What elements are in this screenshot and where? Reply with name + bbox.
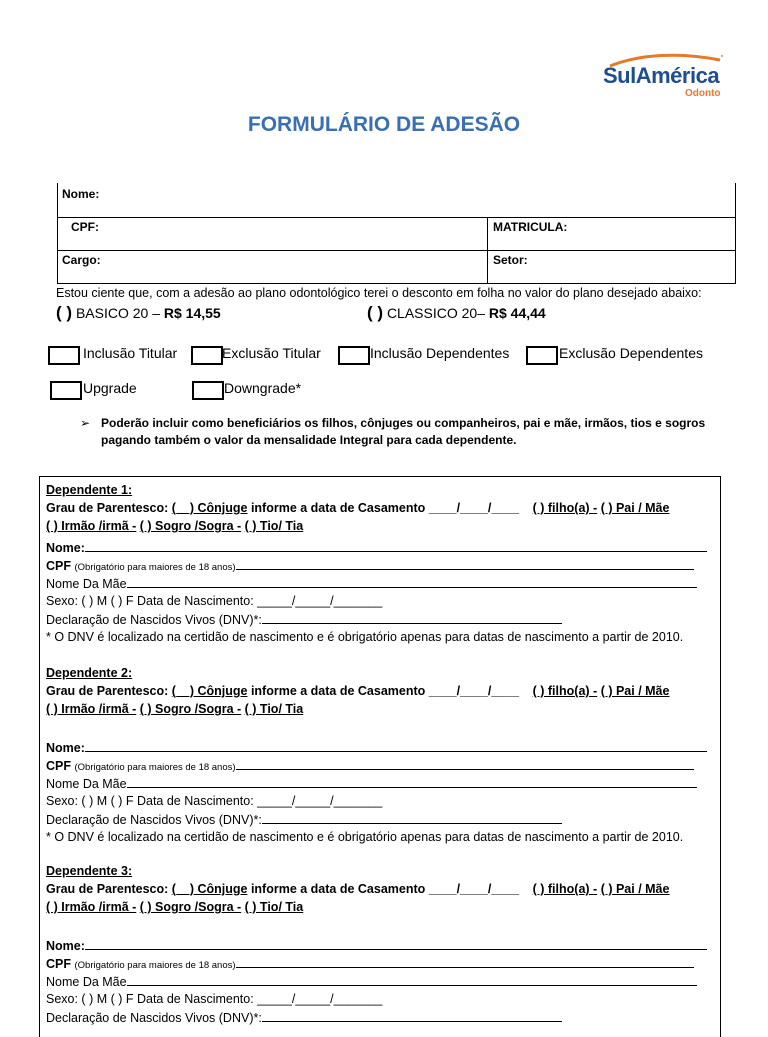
- dnv-row: [46, 1010, 562, 1025]
- sexo-data-row[interactable]: Sexo: ( ) M ( ) F Data de Nascimento: _____/_____/_______: [46, 794, 383, 808]
- exclusao-titular-checkbox[interactable]: [191, 346, 223, 365]
- sexo-data-row[interactable]: Sexo: ( ) M ( ) F Data de Nascimento: _____/_____/_______: [46, 594, 383, 608]
- dependent-header: [46, 666, 132, 680]
- dep-nome-input[interactable]: [85, 740, 707, 752]
- plan-name: CLASSICO 20–: [386, 305, 485, 321]
- option-label: Downgrade*: [224, 380, 302, 396]
- dnv-label: Declaração de Nascidos Vivos (DNV)*:: [46, 813, 262, 827]
- casamento-date[interactable]: informe a data de Casamento ____/____/____: [250, 882, 520, 896]
- mae-row: [46, 974, 697, 989]
- cpf-row: [46, 758, 694, 773]
- grau-row-2: [46, 702, 303, 716]
- cpf-row: [46, 956, 694, 971]
- dep-mae-input[interactable]: [127, 974, 697, 986]
- grau-label: Grau de Parentesco:: [46, 501, 169, 515]
- dep-cpf-input[interactable]: [236, 758, 694, 770]
- cpf-note: (Obrigatório para maiores de 18 anos): [74, 960, 236, 971]
- dnv-label: Declaração de Nascidos Vivos (DNV)*:: [46, 1011, 262, 1025]
- notice-text: Estou ciente que, com a adesão ao plano odontológico terei o desconto em folha no valor do plano desejado abaixo:: [56, 286, 702, 300]
- dep-nome-label: Nome:: [46, 939, 85, 953]
- setor-field[interactable]: Setor:: [493, 253, 528, 267]
- dep-mae-input[interactable]: [127, 776, 697, 788]
- option-label: Inclusão Titular: [83, 345, 178, 361]
- option-label: Exclusão Dependentes: [559, 345, 703, 361]
- cpf-note: (Obrigatório para maiores de 18 anos): [74, 562, 236, 573]
- bullet-text: Poderão incluir como beneficiários os filhos, cônjuges ou companheiros, pai e mãe, irmãos, tios e sogros pagando também o valor da mensalidade Integral para cada dependente.: [101, 416, 706, 447]
- table-divider: [57, 250, 735, 251]
- dependent-title: Dependente 1:: [46, 483, 133, 497]
- sexo-data-row[interactable]: Sexo: ( ) M ( ) F Data de Nascimento: _____/_____/_______: [46, 992, 383, 1006]
- dep-cpf-label: CPF: [46, 559, 71, 573]
- nome-row: [46, 540, 707, 555]
- cargo-field[interactable]: Cargo:: [62, 253, 101, 267]
- grau-row-2: [46, 519, 303, 533]
- exclusao-dependentes-checkbox[interactable]: [526, 346, 558, 365]
- header-table: [57, 183, 736, 284]
- plan-checkbox[interactable]: ( ): [56, 303, 73, 322]
- cpf-row: [46, 558, 694, 573]
- table-divider: [487, 217, 488, 284]
- tio-option[interactable]: ( ) Tio/ Tia: [244, 519, 304, 533]
- dependent-title: Dependente 3:: [46, 864, 133, 878]
- grau-row: [46, 882, 669, 896]
- option-label: Exclusão Titular: [222, 345, 321, 361]
- mae-label: Nome Da Mãe: [46, 577, 127, 591]
- plan-classico[interactable]: [367, 303, 546, 323]
- dep-cpf-input[interactable]: [236, 956, 694, 968]
- cpf-field[interactable]: CPF:: [71, 220, 99, 234]
- conjuge-option[interactable]: (__) Cônjuge: [171, 882, 248, 896]
- plan-checkbox[interactable]: ( ): [367, 303, 384, 322]
- page-title: FORMULÁRIO DE ADESÃO: [247, 113, 521, 136]
- dep-cpf-label: CPF: [46, 759, 71, 773]
- matricula-field[interactable]: MATRICULA:: [493, 220, 568, 234]
- mae-row: [46, 776, 697, 791]
- dnv-note: * O DNV é localizado na certidão de nascimento e é obrigatório apenas para datas de nascimento a partir de 2010.: [46, 630, 684, 644]
- dep-nome-label: Nome:: [46, 541, 85, 555]
- dep-dnv-input[interactable]: [262, 812, 562, 824]
- mae-row: [46, 576, 697, 591]
- tio-option[interactable]: ( ) Tio/ Tia: [244, 702, 304, 716]
- logo-sub: Odonto: [685, 88, 721, 99]
- irmao-option[interactable]: ( ) Irmão /irmã -: [46, 900, 137, 914]
- plan-price: R$ 14,55: [163, 305, 221, 321]
- table-divider: [57, 217, 735, 218]
- downgrade-checkbox[interactable]: [192, 381, 224, 400]
- sogro-option[interactable]: ( ) Sogro /Sogra -: [139, 900, 242, 914]
- grau-row: [46, 501, 669, 515]
- dep-cpf-input[interactable]: [236, 558, 694, 570]
- dependent-title: Dependente 2:: [46, 666, 133, 680]
- inclusao-dependentes-checkbox[interactable]: [338, 346, 370, 365]
- nome-row: [46, 740, 707, 755]
- pai-option[interactable]: ( ) Pai / Mãe: [600, 882, 670, 896]
- sexo-row: [46, 992, 382, 1006]
- dnv-note-row: [46, 830, 683, 844]
- upgrade-checkbox[interactable]: [50, 381, 82, 400]
- grau-label: Grau de Parentesco:: [46, 684, 169, 698]
- sexo-row: [46, 794, 382, 808]
- dnv-note: * O DNV é localizado na certidão de nascimento e é obrigatório apenas para datas de nascimento a partir de 2010.: [46, 830, 684, 844]
- tio-option[interactable]: ( ) Tio/ Tia: [244, 900, 304, 914]
- mae-label: Nome Da Mãe: [46, 777, 127, 791]
- dnv-note-row: [46, 630, 683, 644]
- casamento-date[interactable]: informe a data de Casamento ____/____/____: [250, 501, 520, 515]
- dnv-row: [46, 812, 562, 827]
- sexo-row: [46, 594, 382, 608]
- dnv-row: [46, 612, 562, 627]
- filho-option[interactable]: ( ) filho(a) -: [532, 501, 598, 515]
- filho-option[interactable]: ( ) filho(a) -: [532, 684, 598, 698]
- plan-basico[interactable]: [56, 303, 221, 323]
- dep-nome-input[interactable]: [85, 938, 707, 950]
- filho-option[interactable]: ( ) filho(a) -: [532, 882, 598, 896]
- plan-name: BASICO 20 –: [75, 305, 160, 321]
- grau-label: Grau de Parentesco:: [46, 882, 169, 896]
- sogro-option[interactable]: ( ) Sogro /Sogra -: [139, 519, 242, 533]
- plan-price: R$ 44,44: [488, 305, 546, 321]
- pai-option[interactable]: ( ) Pai / Mãe: [600, 501, 670, 515]
- dependent-header: [46, 483, 132, 497]
- dep-mae-input[interactable]: [127, 576, 697, 588]
- nome-row: [46, 938, 707, 953]
- dep-nome-label: Nome:: [46, 741, 85, 755]
- dnv-label: Declaração de Nascidos Vivos (DNV)*:: [46, 613, 262, 627]
- dep-dnv-input[interactable]: [262, 612, 562, 624]
- sogro-option[interactable]: ( ) Sogro /Sogra -: [139, 702, 242, 716]
- dep-nome-input[interactable]: [85, 540, 707, 552]
- conjuge-option[interactable]: (__) Cônjuge: [171, 684, 248, 698]
- dependent-header: [46, 864, 132, 878]
- casamento-date[interactable]: informe a data de Casamento ____/____/____: [250, 684, 520, 698]
- logo-brand: SulAmérica: [603, 63, 720, 88]
- dep-dnv-input[interactable]: [262, 1010, 562, 1022]
- grau-row-2: [46, 900, 303, 914]
- conjuge-option[interactable]: (__) Cônjuge: [171, 501, 248, 515]
- mae-label: Nome Da Mãe: [46, 975, 127, 989]
- irmao-option[interactable]: ( ) Irmão /irmã -: [46, 702, 137, 716]
- pai-option[interactable]: ( ) Pai / Mãe: [600, 684, 670, 698]
- dep-cpf-label: CPF: [46, 957, 71, 971]
- arrow-bullet-icon: ➢: [80, 416, 91, 430]
- nome-field[interactable]: Nome:: [62, 187, 100, 201]
- inclusao-titular-checkbox[interactable]: [48, 346, 80, 365]
- option-label: Upgrade: [83, 380, 137, 396]
- irmao-option[interactable]: ( ) Irmão /irmã -: [46, 519, 137, 533]
- option-label: Inclusão Dependentes: [370, 345, 510, 361]
- grau-row: [46, 684, 669, 698]
- cpf-note: (Obrigatório para maiores de 18 anos): [74, 762, 236, 773]
